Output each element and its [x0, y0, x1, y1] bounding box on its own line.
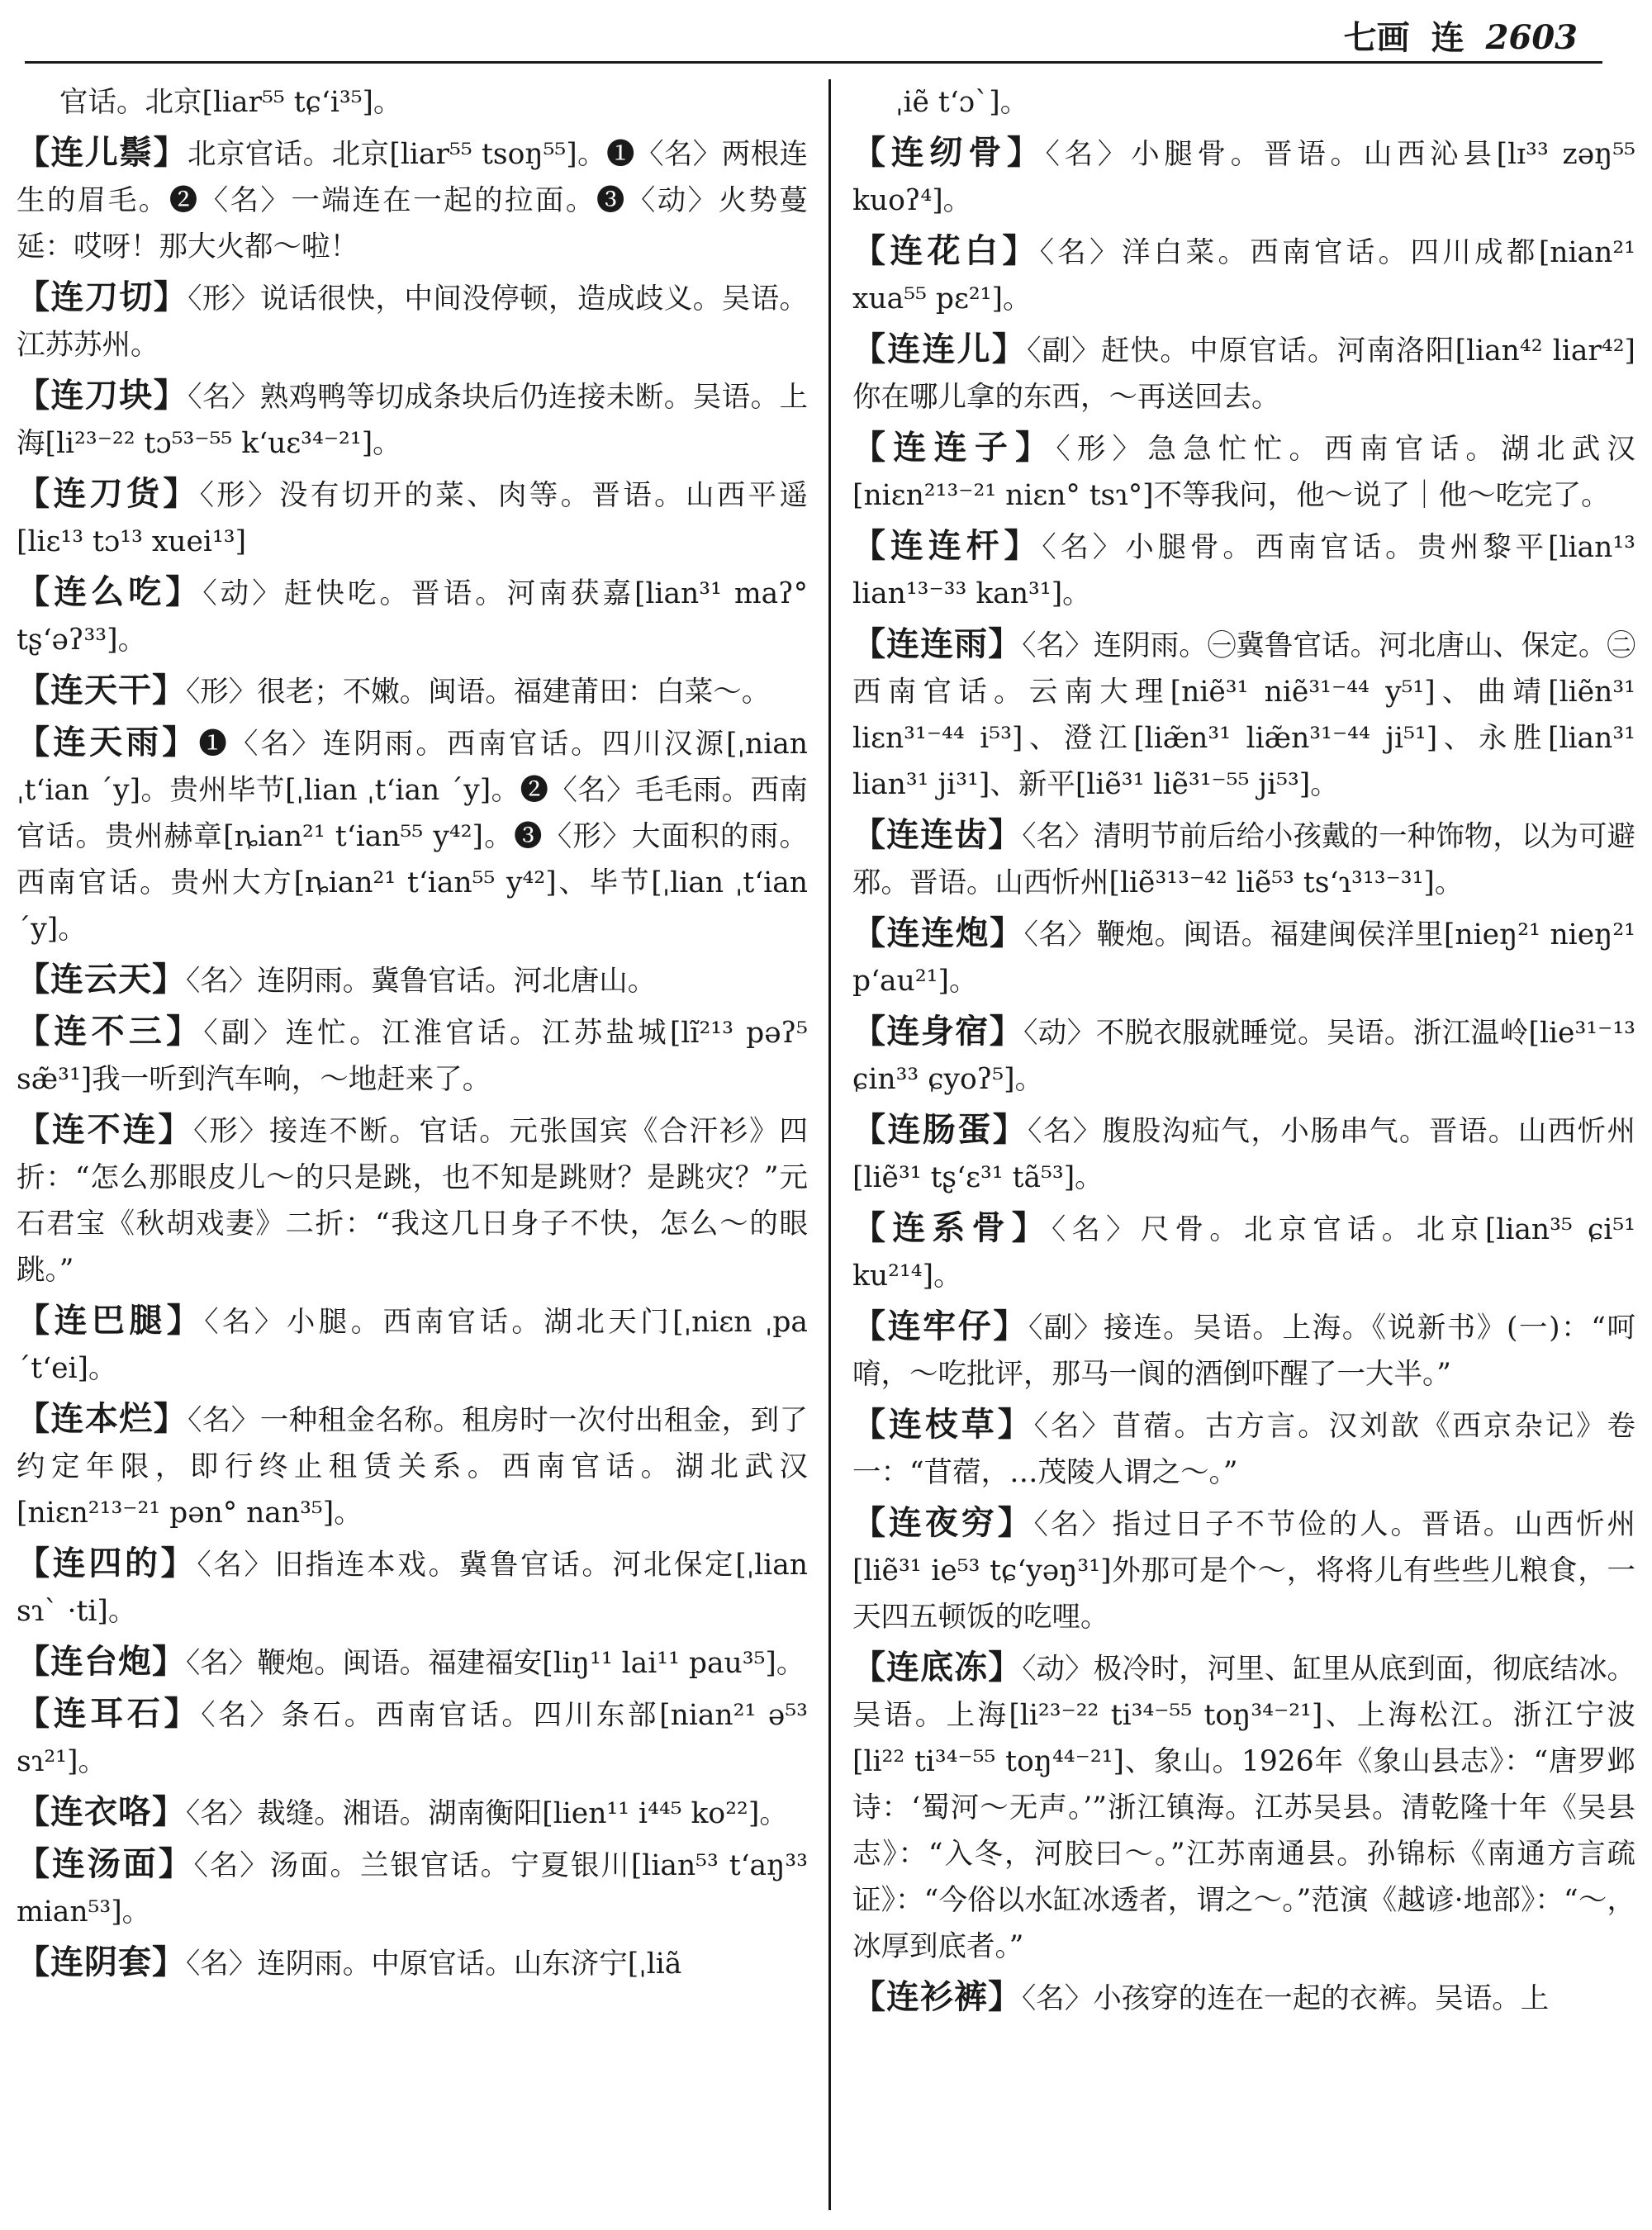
dictionary-entry — [17, 1107, 808, 1293]
dictionary-entry — [852, 425, 1635, 519]
entry-headword: 【连连子】 — [852, 428, 1056, 467]
entry-headword: 【连刀切】 — [17, 278, 188, 316]
dictionary-entry — [17, 1789, 808, 1837]
entry-headword: 【连底冻】 — [852, 1648, 1023, 1687]
entry-definition: 〈名〉汤面。兰银官话。宁夏银川[lian⁵³ tʻaŋ³³ mian⁵³]。 — [17, 1849, 808, 1929]
entry-definition: ❶〈名〉连阴雨。西南官话。四川汉源[ˌnian ˌtʻian ˊy]。贵州毕节[ˌlian ˌtʻian ˊy]。❷〈名〉毛毛雨。西南官话。贵州赫章[ȵian²¹ tʻian⁵⁵ y⁴²]。❸〈形〉大面积的雨。西南官话。贵州大方[ȵian²¹ tʻian⁵⁵ y⁴²]、毕节[ˌlian ˌtʻian ˊy]。 — [17, 728, 808, 946]
entry-headword: 【连系骨】 — [852, 1208, 1051, 1247]
entry-definition: 〈名〉连阴雨。中原官话。山东济宁[ˌliã — [186, 1948, 682, 1981]
entry-definition: ˌiẽ tʻɔˋ]。 — [895, 86, 1029, 119]
entry-definition: 〈名〉清明节前后给小孩戴的一种饰物，以为可避邪。晋语。山西忻州[liẽ³¹³⁻⁴² liẽ⁵³ tsʻɿ³¹³⁻³¹]。 — [852, 820, 1635, 899]
entry-definition: 〈名〉旧指连本戏。冀鲁官话。河北保定[ˌlian sɿˋ ·ti]。 — [17, 1549, 808, 1628]
entry-headword: 【连枝草】 — [852, 1405, 1034, 1444]
dictionary-entry — [852, 523, 1635, 617]
dictionary-entry — [17, 1639, 808, 1687]
entry-definition: 〈名〉一种租金名称。租房时一次付出租金，到了约定年限，即行终止租赁关系。西南官话。湖北武汉[niɛn²¹³⁻²¹ pən° nan³⁵]。 — [17, 1404, 808, 1530]
entry-definition: 〈动〉赶快吃。晋语。河南获嘉[lian³¹ maʔ° tʂʻəʔ³³]。 — [17, 577, 808, 657]
entry-definition: 〈动〉不脱衣服就睡觉。吴语。浙江温岭[lie³¹⁻¹³ ɕin³³ ɕyoʔ⁵]。 — [852, 1017, 1635, 1096]
entry-definition: 〈形〉很老；不嫩。闽语。福建莆田：白菜～。 — [186, 676, 771, 709]
entry-continuation — [852, 79, 1635, 126]
dictionary-entry — [17, 1540, 808, 1635]
dictionary-entry — [17, 569, 808, 663]
entry-headword: 【连夜穷】 — [852, 1503, 1034, 1542]
entry-definition: 〈名〉鞭炮。闽语。福建闽侯洋里[nieŋ²¹ nieŋ²¹ pʻau²¹]。 — [852, 918, 1635, 998]
entry-continuation — [17, 79, 808, 126]
entry-definition: 〈名〉小孩穿的连在一起的衣裤。吴语。上 — [1022, 1982, 1550, 2015]
dictionary-entry — [852, 326, 1635, 420]
entry-definition: 〈名〉洋白菜。西南官话。四川成都[nian²¹ xua⁵⁵ pɛ²¹]。 — [852, 236, 1635, 316]
dictionary-entry — [852, 1974, 1635, 2022]
dictionary-entry — [852, 1205, 1635, 1299]
entry-definition: 〈名〉裁缝。湘语。湖南衡阳[lien¹¹ i⁴⁴⁵ ko²²]。 — [186, 1797, 788, 1830]
entry-headword: 【连台炮】 — [17, 1642, 186, 1681]
dictionary-entry — [852, 1008, 1635, 1103]
entry-definition: 〈名〉小腿。西南官话。湖北天门[ˌniɛn ˌpa ˊtʻei]。 — [17, 1306, 808, 1385]
entry-definition: 〈名〉连阴雨。㊀冀鲁官话。河北唐山、保定。㊁西南官话。云南大理[niẽ³¹ niẽ³¹⁻⁴⁴ y⁵¹]、曲靖[liẽn³¹ liɛn³¹⁻⁴⁴ i⁵³]、澄江[liæ̃n³¹ liæ̃n³¹⁻⁴⁴ ji⁵¹]、永胜[lian³¹ lian³¹ ji³¹]、新平[liẽ³¹ liẽ³¹⁻⁵⁵ ji⁵³]。 — [852, 629, 1635, 801]
dictionary-entry — [852, 1644, 1635, 1970]
dictionary-entry — [17, 1298, 808, 1392]
dictionary-entry — [852, 130, 1635, 224]
dictionary-entry — [17, 471, 808, 565]
entry-headword: 【连连齿】 — [852, 815, 1023, 854]
entry-headword: 【连么吃】 — [17, 572, 203, 611]
entry-headword: 【连不连】 — [17, 1110, 194, 1149]
entry-headword: 【连天雨】 — [17, 723, 199, 762]
entry-headword: 【连连儿】 — [852, 330, 1028, 368]
dictionary-entry — [17, 667, 808, 715]
entry-headword: 【连本烂】 — [17, 1399, 188, 1438]
entry-definition: 〈名〉连阴雨。冀鲁官话。河北唐山。 — [186, 965, 657, 998]
dictionary-entry — [852, 1303, 1635, 1397]
entry-definition: 〈名〉小腿骨。晋语。山西沁县[lɪ³³ zəŋ⁵⁵ kuoʔ⁴]。 — [852, 138, 1635, 217]
entry-headword: 【连不三】 — [17, 1012, 204, 1051]
entry-definition: 〈名〉腹股沟疝气，小肠串气。晋语。山西忻州[liẽ³¹ tʂʻɛ³¹ tã⁵³]。 — [852, 1115, 1635, 1194]
page-number: 2603 — [1485, 18, 1578, 57]
entry-headword: 【连衣咯】 — [17, 1792, 186, 1831]
entry-headword: 【连四的】 — [17, 1544, 197, 1582]
entry-headword: 【连连雨】 — [852, 624, 1023, 663]
entry-definition: 〈名〉尺骨。北京官话。北京[lian³⁵ ɕi⁵¹ ku²¹⁴]。 — [852, 1213, 1635, 1293]
entry-headword: 【连牢仔】 — [852, 1307, 1028, 1345]
dictionary-entry — [852, 621, 1635, 808]
dictionary-entry — [17, 274, 808, 368]
dictionary-entry — [17, 1939, 808, 1987]
header-rule — [25, 61, 1602, 64]
entry-definition: 〈形〉急急忙忙。西南官话。湖北武汉[niɛn²¹³⁻²¹ niɛn° tsɿ°]不等我问，他～说了｜他～吃完了。 — [852, 433, 1635, 512]
entry-definition: 〈副〉赶快。中原官话。河南洛阳[lian⁴² liar⁴²]你在哪儿拿的东西，～再送回去。 — [852, 334, 1635, 414]
page-header — [0, 0, 1652, 66]
entry-definition: 〈名〉苜蓿。古方言。汉刘歆《西京杂记》卷一：“苜蓿，…茂陵人谓之～。” — [852, 1410, 1635, 1489]
column-divider — [828, 79, 831, 2210]
entry-headword: 【连天干】 — [17, 671, 186, 709]
dictionary-entry — [852, 1402, 1635, 1496]
dictionary-entry — [852, 1500, 1635, 1640]
dictionary-entry — [852, 910, 1635, 1004]
entry-headword: 【连衫裤】 — [852, 1977, 1022, 2016]
entry-definition: 〈动〉极冷时，河里、缸里从底到面，彻底结冰。吴语。上海[li²³⁻²² ti³⁴⁻⁵⁵ toŋ³⁴⁻²¹]、上海松江。浙江宁波[li²² ti³⁴⁻⁵⁵ toŋ⁴⁴⁻²¹]、象山。1926年《象山县志》：“唐罗邺诗：‘蜀河～无声。’”浙江镇海。江苏吴县。清乾隆十年《吴县志》：“入冬，河胶曰～。”江苏南通县。孙锦标《南通方言疏证》：“今俗以水缸冰透者，谓之～。”范演《越谚·地部》：“～，冰厚到底者。” — [852, 1653, 1635, 1963]
dictionary-entry — [17, 956, 808, 1004]
entry-definition: 〈形〉说话很快，中间没停顿，造成歧义。吴语。江苏苏州。 — [17, 282, 808, 362]
dictionary-entry — [17, 372, 808, 467]
dictionary-entry — [852, 812, 1635, 906]
entry-headword: 【连儿鬃】 — [17, 133, 188, 172]
dictionary-entry — [852, 228, 1635, 322]
dictionary-entry — [17, 130, 808, 270]
entry-headword: 【连刀块】 — [17, 376, 188, 415]
entry-headword: 【连刀货】 — [17, 474, 200, 513]
dictionary-entry — [17, 1841, 808, 1935]
dictionary-entry — [17, 719, 808, 952]
entry-definition: 〈名〉条石。西南官话。四川东部[nian²¹ ə⁵³ sɿ²¹]。 — [17, 1699, 808, 1778]
left-column — [17, 79, 808, 2218]
entry-headword: 【连巴腿】 — [17, 1301, 205, 1340]
entry-headword: 【连云天】 — [17, 960, 186, 999]
entry-headword: 【连连炮】 — [852, 913, 1024, 952]
entry-headword: 【连肠蛋】 — [852, 1110, 1028, 1149]
entry-definition: 〈副〉接连。吴语。上海。《说新书》(一)：“呵唷，～吃批评，那马一阆的酒倒吓醒了一大半。” — [852, 1312, 1635, 1391]
dictionary-entry — [852, 1107, 1635, 1201]
section-label: 七画 — [1343, 18, 1410, 57]
entry-definition: 官话。北京[liar⁵⁵ tɕʻi³⁵]。 — [59, 86, 402, 119]
entry-definition: 〈形〉接连不断。官话。元张国宾《合汗衫》四折：“怎么那眼皮儿～的只是跳，也不知是跳财？是跳灾？”元石君宝《秋胡戏妻》二折：“我这几日身子不快，怎么～的眼跳。” — [17, 1115, 808, 1287]
entry-headword: 【连花白】 — [852, 231, 1040, 270]
dictionary-entry — [17, 1008, 808, 1103]
entry-headword: 【连身宿】 — [852, 1012, 1024, 1051]
entry-headword: 【连阴套】 — [17, 1943, 186, 1981]
entry-definition: 〈副〉连忙。江淮官话。江苏盐城[lĩ²¹³ pəʔ⁵ sæ̃³¹]我一听到汽车响，～地赶来了。 — [17, 1017, 808, 1096]
entry-definition: 〈形〉没有切开的菜、肉等。晋语。山西平遥[liɛ¹³ tɔ¹³ xuei¹³] — [17, 479, 808, 558]
dictionary-entry — [17, 1396, 808, 1536]
running-head — [1344, 12, 1578, 59]
head-character: 连 — [1431, 18, 1464, 57]
entry-definition: 〈名〉熟鸡鸭等切成条块后仍连接未断。吴语。上海[li²³⁻²² tɔ⁵³⁻⁵⁵ kʻuɛ³⁴⁻²¹]。 — [17, 381, 808, 460]
entry-definition: 〈名〉指过日子不节俭的人。晋语。山西忻州[liẽ³¹ ie⁵³ tɕʻyəŋ³¹]外那可是个～，将将儿有些些儿粮食，一天四五顿饭的吃哩。 — [852, 1508, 1635, 1634]
entry-headword: 【连连杆】 — [852, 526, 1042, 565]
entry-headword: 【连汤面】 — [17, 1844, 194, 1883]
entry-definition: 北京官话。北京[liar⁵⁵ tsoŋ⁵⁵]。❶〈名〉两根连生的眉毛。❷〈名〉一端连在一起的拉面。❸〈动〉火势蔓延：哎呀！那大火都～啦！ — [17, 138, 808, 263]
entry-headword: 【连纫骨】 — [852, 133, 1046, 172]
right-column — [852, 79, 1635, 2218]
entry-definition: 〈名〉小腿骨。西南官话。贵州黎平[lian¹³ lian¹³⁻³³ kan³¹]。 — [852, 531, 1635, 610]
dictionary-entry — [17, 1691, 808, 1785]
entry-definition: 〈名〉鞭炮。闽语。福建福安[liŋ¹¹ lai¹¹ pau³⁵]。 — [186, 1647, 805, 1680]
entry-headword: 【连耳石】 — [17, 1694, 202, 1733]
